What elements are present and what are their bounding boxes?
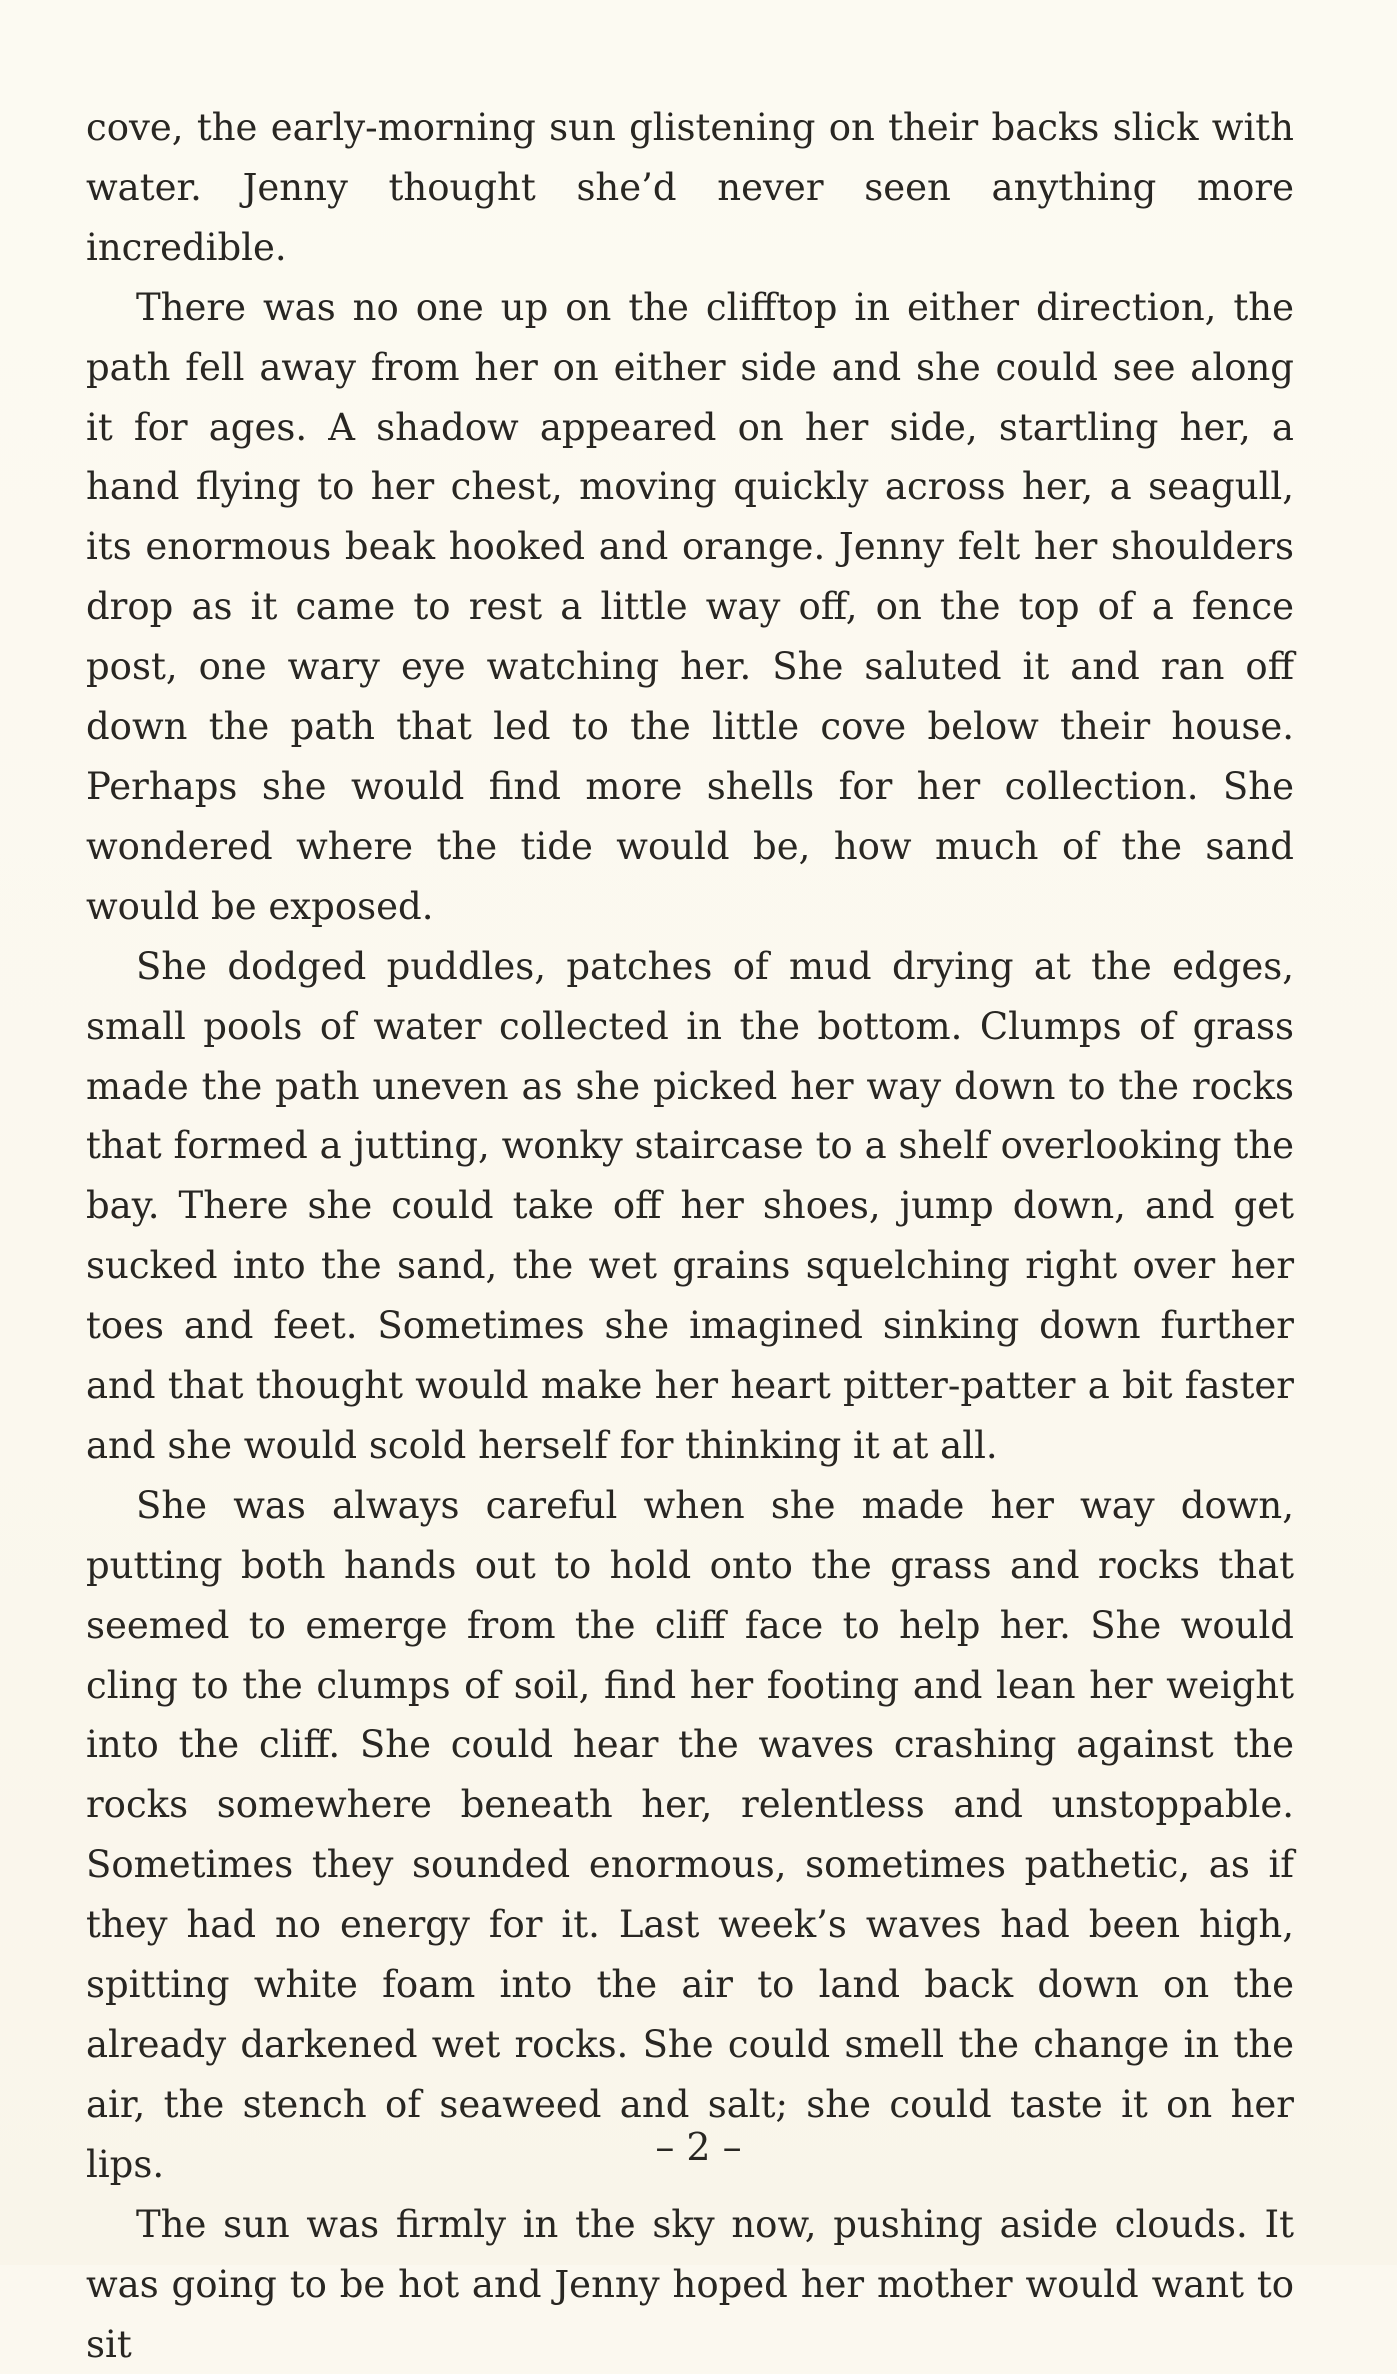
paragraph: She dodged puddles, patches of mud drying at the edges, small pools of water collected in the bottom. Clumps of grass made the path uneven as she picked her way down to the rocks that formed a jutting, wonky staircase to a shelf overlooking the bay. There she could take off her shoes, jump down, and get sucked into the sand, the wet grains squelching right over her toes and feet. Sometimes she imagined sinking down further and that thought would make her heart pitter-patter a bit faster and she would scold herself for thinking it at all. — [86, 944, 1294, 1467]
paragraph: She was always careful when she made her way down, putting both hands out to hold onto the grass and rocks that seemed to emerge from the cliff face to help her. She would cling to the clumps of soil, find her footing and lean her weight into the cliff. She could hear the waves crashing against the rocks somewhere beneath her, relentless and unstoppable. Sometimes they sounded enormous, sometimes pathetic, as if they had no energy for it. Last week’s waves had been high, spitting white foam into the air to land back down on the already darkened wet rocks. She could smell the change in the air, the stench of seaweed and salt; she could taste it on her lips. — [86, 1483, 1294, 2186]
paragraph: There was no one up on the clifftop in either direction, the path fell away from her on either side and she could see along it for ages. A shadow appeared on her side, startling her, a hand flying to her chest, moving quickly across her, a seagull, its enormous beak hooked and orange. Jenny felt her shoulders drop as it came to rest a little way off, on the top of a fence post, one wary eye watching her. She saluted it and ran off down the path that led to the little cove below their house. Perhaps she would find more shells for her collection. She wondered where the tide would be, how much of the sand would be exposed. — [86, 285, 1294, 928]
page-number: – 2 – — [655, 2125, 742, 2169]
body-text — [86, 98, 1294, 2374]
paragraph: The sun was firmly in the sky now, pushing aside clouds. It was going to be hot and Jenny hoped her mother would want to sit — [86, 2202, 1294, 2366]
paragraph: cove, the early-morning sun glistening on their backs slick with water. Jenny thought she’d never seen anything more incredible. — [86, 106, 1294, 269]
